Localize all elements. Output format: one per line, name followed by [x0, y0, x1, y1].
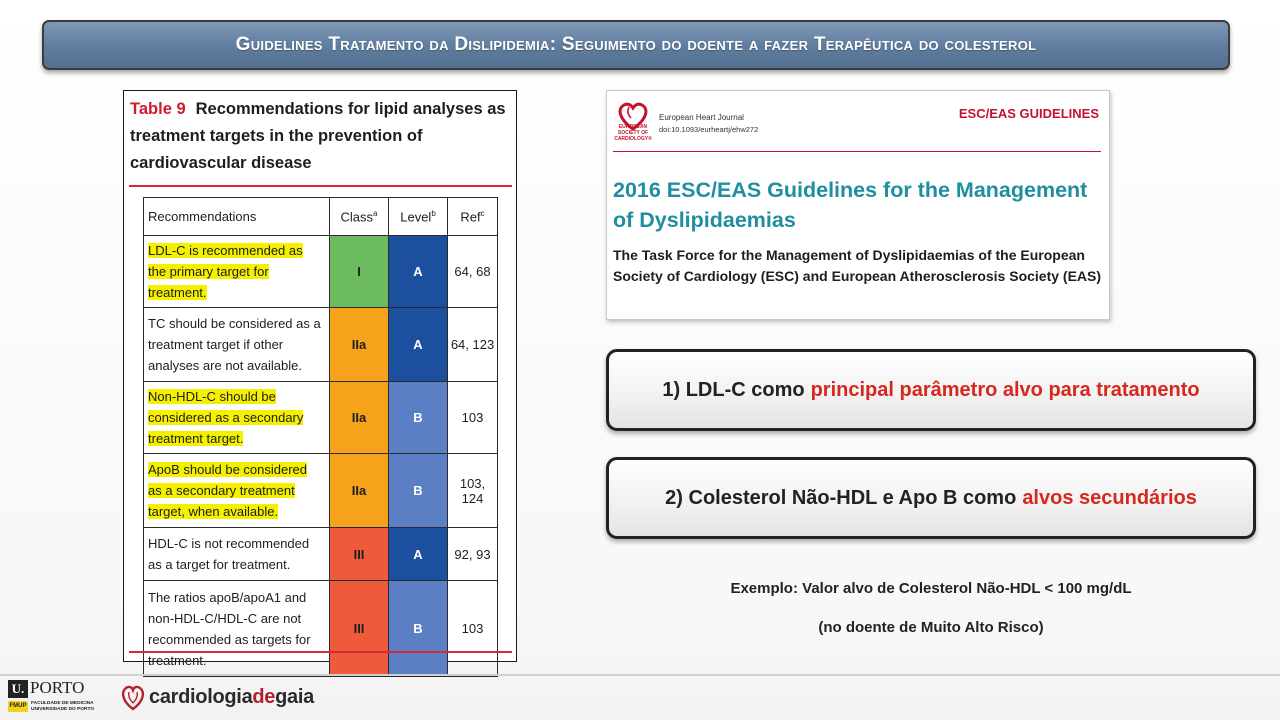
fmup-text: FACULDADE DE MEDICINA UNIVERSIDADE DO PORTO — [31, 701, 95, 712]
callout-secondary-targets — [606, 457, 1256, 539]
highlighted-text: LDL-C is recommended as the primary target for treatment. — [148, 243, 303, 300]
ref-cell: 64, 68 — [448, 236, 498, 308]
table-row — [144, 454, 498, 528]
example-line: Exemplo: Valor alvo de Colesterol Não-HDL < 100 mg/dL — [730, 580, 1132, 597]
ref-cell: 103, 124 — [448, 454, 498, 528]
level-cell: A — [389, 308, 448, 382]
journal-rule — [613, 151, 1101, 152]
callout-highlight: principal parâmetro alvo para tratamento — [810, 378, 1200, 401]
footer-divider — [0, 674, 1280, 676]
level-cell: B — [389, 581, 448, 677]
table-row — [144, 236, 498, 308]
header-ref: Ref$^c$ — [448, 198, 498, 236]
ref-cell: 64, 123 — [448, 308, 498, 382]
example-note: (no doente de Muito Alto Risco) — [818, 619, 1044, 636]
class-cell: IIa — [330, 308, 389, 382]
callout-prefix: 1) LDL-C como — [662, 378, 805, 401]
recommendation-cell: The ratios apoB/apoA1 and non-HDL-C/HDL-C are not recommended as targets for treatment. — [144, 581, 330, 677]
table-caption — [130, 96, 510, 177]
class-cell: IIa — [330, 382, 389, 454]
ref-cell: 103 — [448, 382, 498, 454]
caption-rule — [129, 185, 512, 187]
journal-doi: doi:10.1093/eurheartj/ehw272 — [659, 125, 759, 134]
recommendation-cell: TC should be considered as a treatment target if other analyses are not available. — [144, 308, 330, 382]
callout-primary-target — [606, 349, 1256, 431]
journal-name: European Heart Journal — [659, 113, 744, 122]
table-row — [144, 581, 498, 677]
table-header-row — [144, 198, 498, 236]
cardiologiadegaia-logo — [120, 683, 314, 711]
header-class: Class$^a$ — [330, 198, 389, 236]
level-cell: B — [389, 454, 448, 528]
table-number: Table 9 — [130, 100, 186, 118]
highlighted-text: Non-HDL-C should be considered as a secondary treatment target. — [148, 389, 304, 446]
level-cell: A — [389, 528, 448, 581]
task-force-subtitle: The Task Force for the Management of Dyslipidaemias of the European Society of Cardiology (ESC) and European Atherosclerosis Society (EAS) — [613, 247, 1102, 284]
uporto-mark: U. — [8, 680, 28, 698]
level-cell: B — [389, 382, 448, 454]
highlighted-text: ApoB should be considered as a secondary treatment target, when available. — [148, 462, 308, 519]
slide-title: Guidelines Tratamento da Dislipidemia: Seguimento do doente a fazer Terapêutica do colesterol — [235, 34, 1037, 55]
recommendations-table — [143, 197, 498, 677]
esc-logo-text: EUROPEAN SOCIETY OF CARDIOLOGY® — [614, 124, 652, 142]
table-row — [144, 308, 498, 382]
brand-name: cardiologiadegaia — [149, 685, 314, 708]
uporto-wordmark: PORTO — [30, 678, 85, 697]
callout-highlight: alvos secundários — [1022, 486, 1197, 509]
class-cell: III — [330, 581, 389, 677]
level-cell: A — [389, 236, 448, 308]
class-cell: III — [330, 528, 389, 581]
header-level: Level$^b$ — [389, 198, 448, 236]
table-caption-text: Recommendations for lipid analyses as treatment targets in the prevention of cardiovascular disease — [130, 100, 506, 172]
uporto-logo — [8, 680, 108, 714]
class-cell: I — [330, 236, 389, 308]
recommendation-cell: HDL-C is not recommended as a target for treatment. — [144, 528, 330, 581]
ref-cell: 103 — [448, 581, 498, 677]
recommendation-cell — [144, 454, 330, 528]
slide-title-bar — [42, 20, 1230, 70]
recommendation-cell — [144, 382, 330, 454]
callout-prefix: 2) Colesterol Não-HDL e Apo B como — [665, 486, 1017, 509]
journal-header-figure — [606, 90, 1110, 320]
table-bottom-rule — [129, 651, 512, 653]
recommendation-cell — [144, 236, 330, 308]
table-row — [144, 382, 498, 454]
guidelines-series-label: ESC/EAS GUIDELINES — [958, 106, 1099, 121]
recommendations-table-figure — [123, 90, 517, 668]
header-recommendations: Recommendations — [144, 198, 330, 236]
class-cell: IIa — [330, 454, 389, 528]
ref-cell: 92, 93 — [448, 528, 498, 581]
guidelines-title: 2016 ESC/EAS Guidelines for the Management of Dyslipidaemias — [613, 178, 1088, 232]
heart-logo-icon — [120, 683, 146, 711]
fmup-badge: FMUP — [8, 701, 28, 712]
table-row — [144, 528, 498, 581]
